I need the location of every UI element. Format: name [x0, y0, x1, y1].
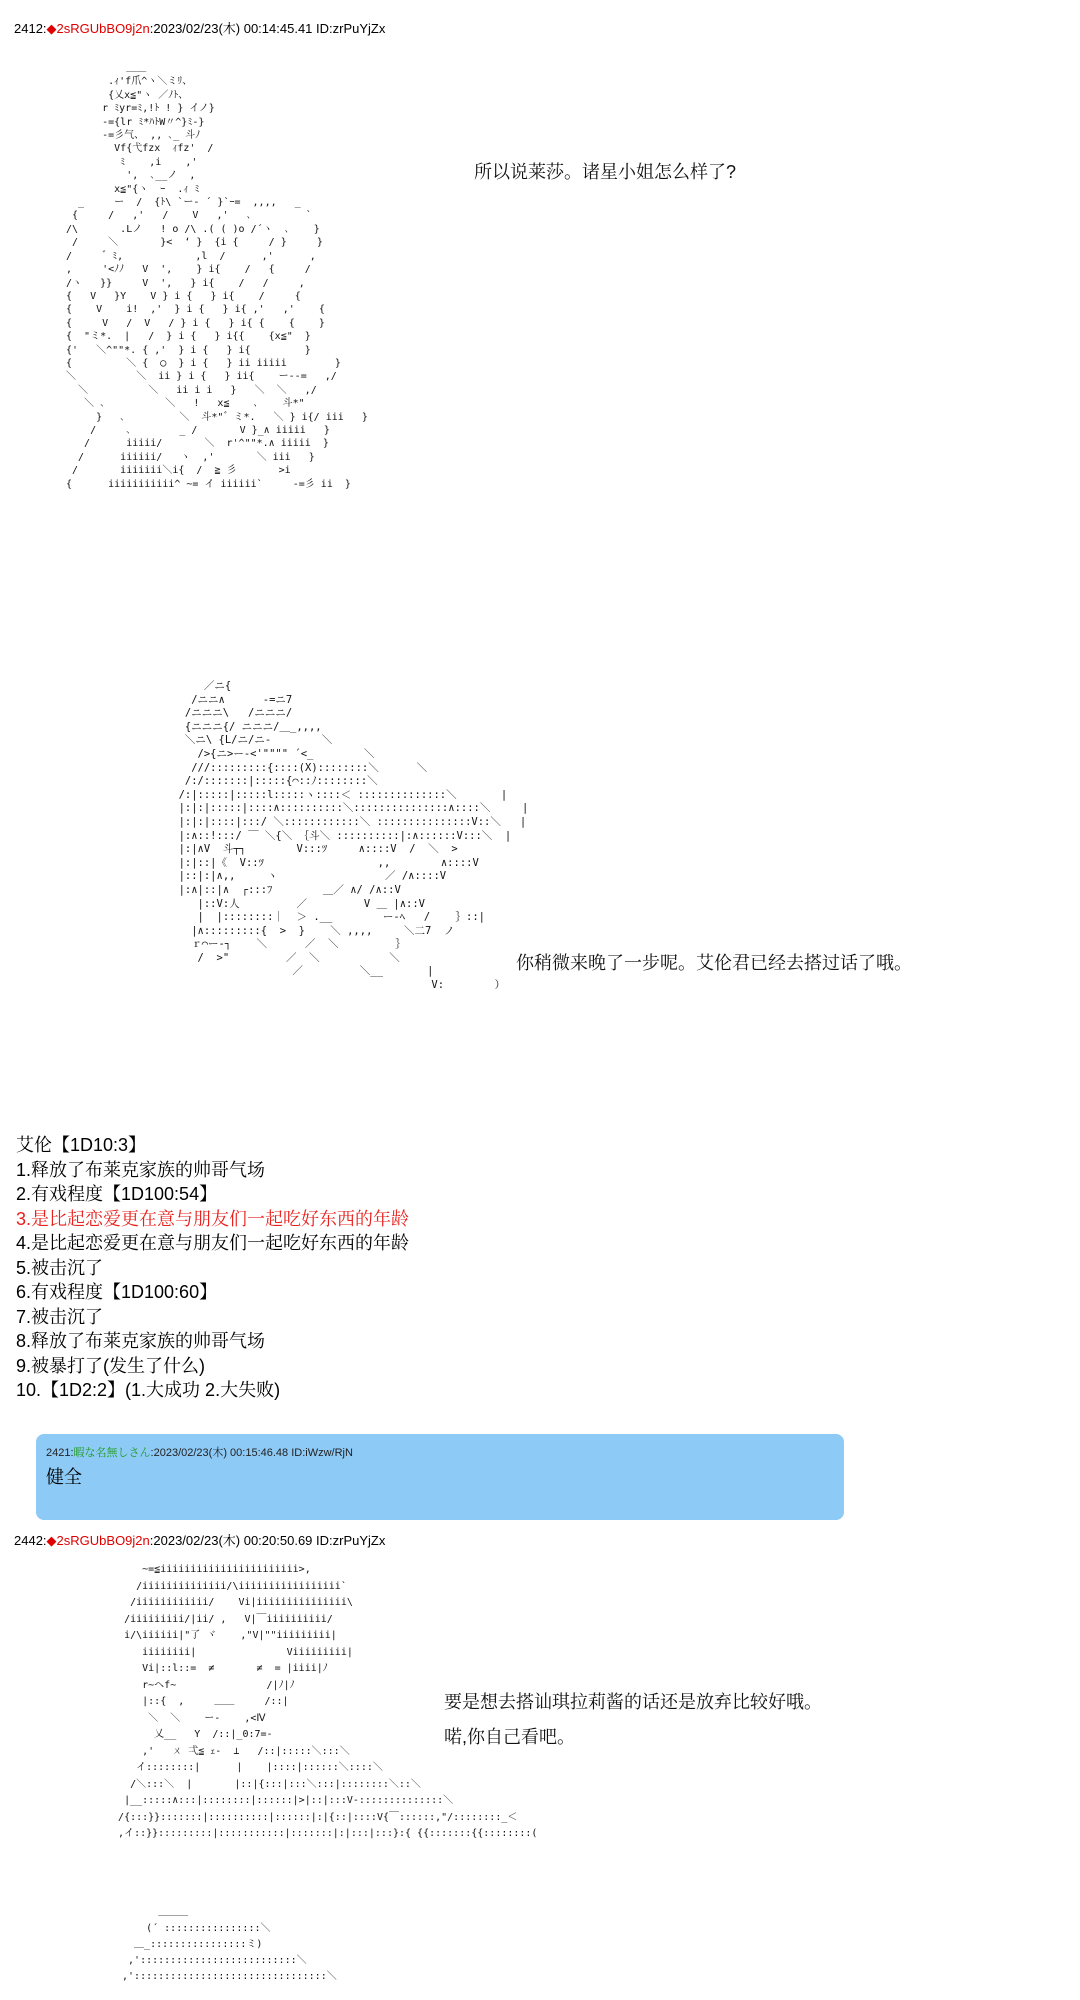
reply-name: 暇な名無しさん — [73, 1447, 151, 1459]
roll-line-highlighted: 3.是比起恋爱更在意与朋友们一起吃好东西的年龄 — [16, 1208, 410, 1229]
post-id[interactable]: ID:zrPuYjZx — [316, 21, 386, 36]
dialogue-line: 所以说莱莎。诸星小姐怎么样了? — [474, 162, 737, 182]
roll-line: 1.释放了布莱克家族的帅哥气场 — [16, 1159, 266, 1180]
dialogue-line: 喏,你自己看吧。 — [444, 1727, 576, 1747]
roll-line: 9.被暴打了(发生了什么) — [16, 1355, 205, 1376]
roll-line: 8.释放了布莱克家族的帅哥气场 — [16, 1331, 266, 1351]
ascii-art-figure-3: ~=≦iiiiiiiiiiiiiiiiiiiiiii>, /iiiiiiiiiiiiii/\iiiiiiiiiiiiiiiii` /iiiiiiiiiiii/ Vi|iiiiiiiiiiiiiii\ /iiiiiiiii/|ii/ , V|￣iiiiiiiiii/ i/\iiiiii|"了 ヾ ,"V|""iiiiiiiii| iiiiiiii| Viiiiiiiii| Vi|::l::= ≠ ≠ = |iiii|ﾉ r~ヘf~ /|ﾉ|ﾉ |::{ , ＿＿ /::| ＼ ＼ ー‐ ,<Ⅳ 乂__ Y /::|_0:7=- ,' ㄨ 弌≦ ｪ‐ ⊥ /::|:::::＼:::＼ イ::::::::| | |::::|::::::＼::::＼ /＼:::＼ | |::|{:::|:::＼:::|::::::::＼::＼ |__:::::∧:::|::::::::|::::::|>|::|:::V-::::::::::::::＼ /{:::}}:::::::|::::::::::|::::::|:|{::|::::V{￣::::::,"/::::::::_＜ ,イ::}}:::::::::|:::::::::::|:::::::|:|:::|:::}:{ {{:::::::{{::::::::( — [118, 1564, 538, 1839]
post-datetime: 2023/02/23(木) 00:14:45.41 — [153, 21, 313, 36]
post-number: 2412 — [14, 21, 43, 36]
roll-line: 艾伦【1D10:3】 — [16, 1135, 147, 1155]
reply-box — [36, 1434, 844, 1520]
post-header: 2442:◆2sRGUbBO9j2n:2023/02/23(木) 00:20:50.69 ID:zrPuYjZx — [14, 1533, 386, 1548]
post-trip[interactable]: 2sRGUbBO9j2n — [56, 1533, 150, 1548]
post-trip[interactable]: 2sRGUbBO9j2n — [56, 21, 150, 36]
post-header: 2412:◆2sRGUbBO9j2n:2023/02/23(木) 00:14:45.41 ID:zrPuYjZx — [14, 21, 386, 36]
roll-line: 7.被击沉了 — [16, 1306, 104, 1327]
trip-diamond-icon: ◆ — [46, 21, 57, 36]
post-datetime: 2023/02/23(木) 00:20:50.69 — [153, 1533, 313, 1548]
ascii-art-figure-2: ／ニ{ /ニニ∧ -=ニ7 /ニニニ\ /ニニニ/ {ニニニ{/ ニニニ/＿_,,,, ＼ニ\ {L/ニ/ニ- ＼ />{ニ>ー-<'"""" ´<_ ＼ ///:::::::::{::::(X)::::::::＼ ＼ /:/:::::::|:::::{⌒::ﾉ::::::::＼ /:|:::::|:::::l:::::ヽ::::＜ ::::::::::::::＼ | |:|:|:::::|::::∧::::::::::＼:::::::::::::::∧::::＼ | |:|:|::::|:::/ ＼::::::::::::＼ :::::::::::::::V::＼ | |:∧::!:::/ ￣ ＼{＼ ｛斗＼ ::::::::::|:∧::::::V:::＼ | |:|∧V 斗┬┐ V:::ﾂ ∧::::V / ＼ > |:|::|《 V::ﾂ ,, ∧::::V |::|:|∧,, ヽ ／ /∧::::V |:∧|::|∧ ┌:::ﾌ ＿／ ∧/ /∧::V |::V:人 ／ V ＿ |∧::V | |::::::::｜ ＞ .__ ー-ﾍ / ｝::| |∧:::::::::{ > } ＼ ,,,, ＼二7 ノ ｒ⌒ー‐┐ ＼ ／ ＼ ｝ / >" ／ ＼ ＼ ／ ＼__ | V: ） — [178, 680, 529, 992]
reply-header: 2421:暇な名無しさん:2023/02/23(木) 00:15:46.48 ID:iWzw/RjN — [46, 1447, 353, 1459]
roll-line: 2.有戏程度【1D100:54】 — [16, 1184, 218, 1204]
roll-line: 6.有戏程度【1D100:60】 — [16, 1282, 218, 1302]
post-number: 2442 — [14, 1533, 43, 1548]
reply-datetime: 2023/02/23(木) 00:15:46.48 — [153, 1447, 289, 1459]
dialogue-line: 要是想去搭讪琪拉莉酱的话还是放弃比较好哦。 — [444, 1692, 822, 1712]
roll-line: 5.被击沉了 — [16, 1257, 104, 1278]
dialogue-line: 你稍微来晚了一步呢。艾伦君已经去搭过话了哦。 — [516, 953, 912, 973]
post-id[interactable]: ID:zrPuYjZx — [316, 1533, 386, 1548]
ascii-art-figure-4: ＿＿＿ (´ ::::::::::::::::＼ ＿_::::::::::::::::ミ) ,'::::::::::::::::::::::::::＼ ,'::::::::::::::::::::::::::::::::＼ — [122, 1907, 337, 1982]
reply-number: 2421 — [46, 1447, 71, 1459]
reply-body: 健全 — [46, 1467, 82, 1487]
roll-line: 10.【1D2:2】(1.大成功 2.大失败) — [16, 1380, 281, 1400]
dice-roll-list — [16, 1133, 409, 1403]
trip-diamond-icon: ◆ — [46, 1533, 57, 1548]
roll-line: 4.是比起恋爱更在意与朋友们一起吃好东西的年龄 — [16, 1233, 410, 1253]
ascii-art-figure-1: ＿＿ .ｨ'f爪^ヽ＼ミﾘ、 {乂x≦"ヽ ／ﾉﾄ、 r ﾐyr=ﾐ,!ﾄ ! } イノ} -={lr ﾐ*ﾊﾄW〃^}ﾐ-} -=彡气、 ,, ､_ 斗ﾉ Vf{弋fzx ｨfz' / ﾐ ,i ,' ', ､__ノ , x≦"{ヽ ｰ .ｨ ﾐ _ ー / {ﾄ\ `ー- ´ }`ｰ= ,,,, _ { / ,' / V ,' ､ ` /\ .Lノ ! o /\ .( ( )o /´ヽ ､ } / ＼ }< ‘ } {i { / } } / ゛ﾐ, ,l / ,' , , '<ﾉﾉ V ', } i{ / { / /ヽ }} V ', } i{ / / , { V }Y V } i { } i{ / { { V i! ,' } i { } i{ ,' ,' { { V / V / } i { } i{ { { } { "ミ*. | / } i { } i{{ {x≦" } {' ＼^""*. { ,' } i { } i{ } { ＼ { ◯ } i { } ii iiiii } ＼ ＼ ii } i { } ii{ ー--= ,/ ＼ ＼ ii i i } ＼ ＼ ,/ ＼ ､ ＼ ! x≦ ､ 斗*" } ､ ＼ 斗*"゛ミ*. ＼ } i{/ iii } / ､ _ / V }_∧ iiiii } / iiiii/ ＼ r'^""*.∧ iiiii } / iiiiii/ ヽ ,' ＼ iii } / iiiiiii＼i{ / ≧ 彡 >i { iiiiiiiiiii^ ~= イ iiiiii` -=彡 ii } — [66, 63, 368, 490]
reply-id[interactable]: ID:iWzw/RjN — [291, 1447, 353, 1459]
